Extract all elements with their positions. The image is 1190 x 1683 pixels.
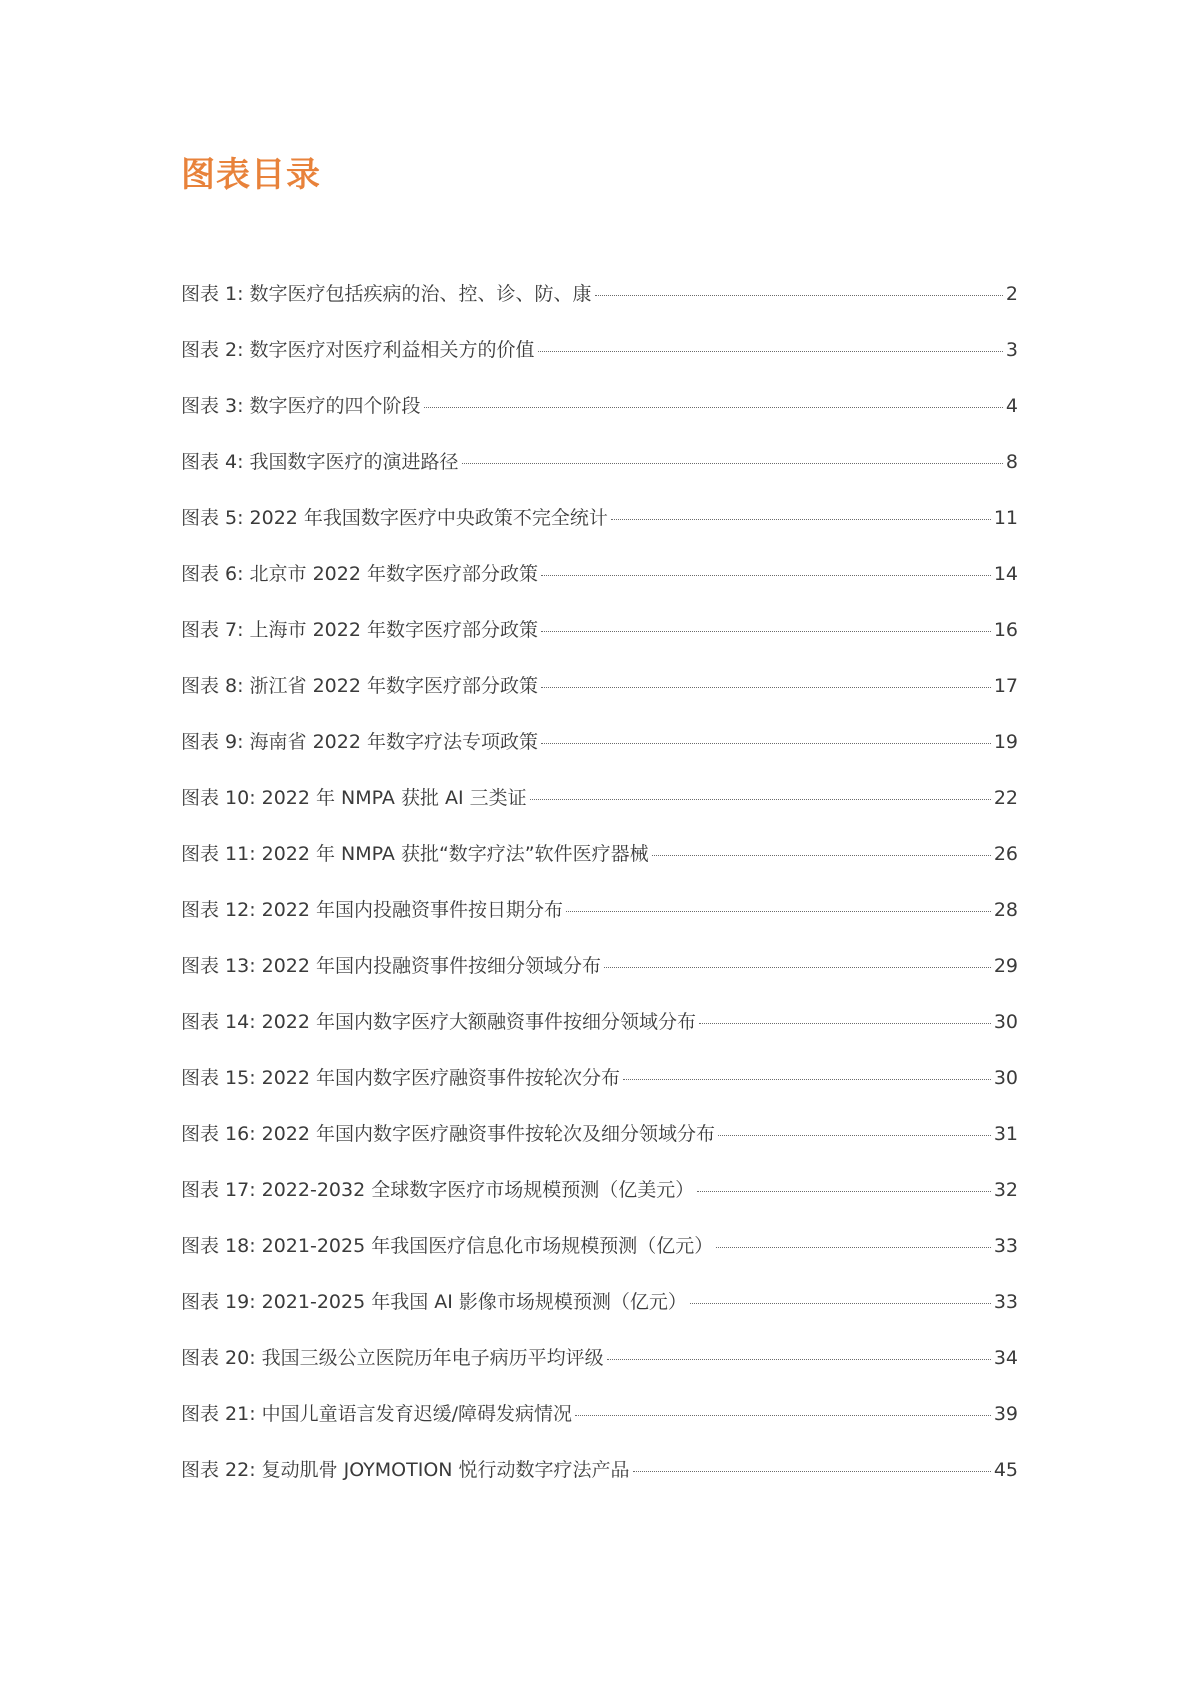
toc-entry-page-number: 16 xyxy=(993,619,1018,641)
toc-entry[interactable] xyxy=(181,1007,1018,1063)
toc-entry-title: 数字医疗的四个阶段 xyxy=(249,395,421,417)
toc-entry-label: 图表 16: xyxy=(181,1123,256,1145)
toc-entry-page-number: 32 xyxy=(993,1179,1018,1201)
toc-entry-title: 上海市 2022 年数字医疗部分政策 xyxy=(249,619,538,641)
toc-entry-page-number: 28 xyxy=(993,899,1018,921)
dot-leader xyxy=(633,1471,991,1472)
dot-leader xyxy=(424,407,1003,408)
toc-entry-page-number: 33 xyxy=(993,1291,1018,1313)
dot-leader xyxy=(623,1079,991,1080)
toc-entry-title: 数字医疗对医疗利益相关方的价值 xyxy=(249,339,535,361)
toc-entry-label: 图表 13: xyxy=(181,955,256,977)
toc-entry-title: 2021-2025 年我国 AI 影像市场规模预测（亿元） xyxy=(261,1291,687,1313)
toc-entry[interactable] xyxy=(181,1231,1018,1287)
toc-entry[interactable] xyxy=(181,391,1018,447)
dot-leader xyxy=(462,463,1003,464)
page-title: 图表目录 xyxy=(181,155,321,195)
dot-leader xyxy=(697,1191,991,1192)
toc-entry-label: 图表 14: xyxy=(181,1011,256,1033)
toc-entry-title: 2022 年国内投融资事件按细分领域分布 xyxy=(261,955,602,977)
toc-entry-page-number: 19 xyxy=(993,731,1018,753)
toc-entry[interactable] xyxy=(181,1119,1018,1175)
dot-leader xyxy=(530,799,991,800)
dot-leader xyxy=(575,1415,991,1416)
toc-entry-page-number: 45 xyxy=(993,1459,1018,1481)
toc-entry-label: 图表 21: xyxy=(181,1403,256,1425)
toc-entry-label: 图表 11: xyxy=(181,843,256,865)
toc-entry-label: 图表 6: xyxy=(181,563,244,585)
toc-entry-title: 中国儿童语言发育迟缓/障碍发病情况 xyxy=(261,1403,573,1425)
toc-entry[interactable] xyxy=(181,615,1018,671)
toc-entry-title: 2022 年我国数字医疗中央政策不完全统计 xyxy=(249,507,608,529)
toc-entry-title: 浙江省 2022 年数字医疗部分政策 xyxy=(249,675,538,697)
toc-entry-title: 2022 年国内数字医疗融资事件按轮次分布 xyxy=(261,1067,621,1089)
dot-leader xyxy=(699,1023,991,1024)
toc-entry-label: 图表 2: xyxy=(181,339,244,361)
toc-entry-label: 图表 20: xyxy=(181,1347,256,1369)
toc-entry[interactable] xyxy=(181,1063,1018,1119)
toc-entry-title: 海南省 2022 年数字疗法专项政策 xyxy=(249,731,538,753)
dot-leader xyxy=(541,687,991,688)
toc-entry-label: 图表 18: xyxy=(181,1235,256,1257)
toc-entry-page-number: 8 xyxy=(1005,451,1018,473)
toc-entry-page-number: 30 xyxy=(993,1067,1018,1089)
toc-entry[interactable] xyxy=(181,671,1018,727)
dot-leader xyxy=(566,911,991,912)
toc-entry-page-number: 22 xyxy=(993,787,1018,809)
dot-leader xyxy=(541,575,991,576)
dot-leader xyxy=(718,1135,991,1136)
toc-entry-page-number: 34 xyxy=(993,1347,1018,1369)
toc-entry[interactable] xyxy=(181,839,1018,895)
toc-entry-label: 图表 1: xyxy=(181,283,244,305)
dot-leader xyxy=(716,1247,991,1248)
toc-entry-page-number: 2 xyxy=(1005,283,1018,305)
toc-entry-label: 图表 19: xyxy=(181,1291,256,1313)
toc-entry-title: 2022 年 NMPA 获批“数字疗法”软件医疗器械 xyxy=(261,843,649,865)
toc-entry[interactable] xyxy=(181,503,1018,559)
toc-entry-title: 2022 年国内投融资事件按日期分布 xyxy=(261,899,564,921)
toc-entry[interactable] xyxy=(181,895,1018,951)
toc-entry-title: 我国数字医疗的演进路径 xyxy=(249,451,459,473)
dot-leader xyxy=(652,855,991,856)
toc-entry[interactable] xyxy=(181,279,1018,335)
toc-entry-label: 图表 5: xyxy=(181,507,244,529)
toc-entry[interactable] xyxy=(181,559,1018,615)
toc-entry-title: 复动肌骨 JOYMOTION 悦行动数字疗法产品 xyxy=(261,1459,630,1481)
dot-leader xyxy=(607,1359,991,1360)
dot-leader xyxy=(541,631,991,632)
dot-leader xyxy=(604,967,991,968)
dot-leader xyxy=(611,519,991,520)
toc-entry-page-number: 3 xyxy=(1005,339,1018,361)
toc-entry-label: 图表 22: xyxy=(181,1459,256,1481)
toc-entry[interactable] xyxy=(181,1343,1018,1399)
toc-entry-page-number: 4 xyxy=(1005,395,1018,417)
toc-entry-page-number: 33 xyxy=(993,1235,1018,1257)
toc-entry-title: 我国三级公立医院历年电子病历平均评级 xyxy=(261,1347,604,1369)
toc-entry-page-number: 39 xyxy=(993,1403,1018,1425)
dot-leader xyxy=(538,351,1003,352)
toc-entry[interactable] xyxy=(181,1399,1018,1455)
toc-entry[interactable] xyxy=(181,1455,1018,1511)
toc-entry[interactable] xyxy=(181,727,1018,783)
toc-entry-label: 图表 10: xyxy=(181,787,256,809)
toc-entry[interactable] xyxy=(181,783,1018,839)
toc-entry-title: 北京市 2022 年数字医疗部分政策 xyxy=(249,563,538,585)
dot-leader xyxy=(690,1303,991,1304)
toc-entry-page-number: 29 xyxy=(993,955,1018,977)
toc-entry-page-number: 30 xyxy=(993,1011,1018,1033)
toc-entry-label: 图表 3: xyxy=(181,395,244,417)
toc-entry-label: 图表 12: xyxy=(181,899,256,921)
toc-entry-title: 2021-2025 年我国医疗信息化市场规模预测（亿元） xyxy=(261,1235,714,1257)
toc-entry-label: 图表 9: xyxy=(181,731,244,753)
toc-entry-label: 图表 8: xyxy=(181,675,244,697)
toc-entry[interactable] xyxy=(181,335,1018,391)
toc-entry-label: 图表 17: xyxy=(181,1179,256,1201)
toc-entry[interactable] xyxy=(181,447,1018,503)
toc-entry-title: 2022 年国内数字医疗大额融资事件按细分领域分布 xyxy=(261,1011,697,1033)
toc-entry[interactable] xyxy=(181,1175,1018,1231)
toc-entry-page-number: 31 xyxy=(993,1123,1018,1145)
table-of-figures xyxy=(181,279,1018,1511)
toc-entry-page-number: 11 xyxy=(993,507,1018,529)
toc-entry-label: 图表 15: xyxy=(181,1067,256,1089)
dot-leader xyxy=(541,743,991,744)
toc-entry-page-number: 17 xyxy=(993,675,1018,697)
toc-entry[interactable] xyxy=(181,1287,1018,1343)
toc-entry-label: 图表 7: xyxy=(181,619,244,641)
toc-entry[interactable] xyxy=(181,951,1018,1007)
dot-leader xyxy=(595,295,1003,296)
toc-entry-title: 数字医疗包括疾病的治、控、诊、防、康 xyxy=(249,283,592,305)
toc-entry-label: 图表 4: xyxy=(181,451,244,473)
toc-entry-page-number: 26 xyxy=(993,843,1018,865)
toc-entry-title: 2022 年国内数字医疗融资事件按轮次及细分领域分布 xyxy=(261,1123,716,1145)
toc-entry-page-number: 14 xyxy=(993,563,1018,585)
toc-entry-title: 2022-2032 全球数字医疗市场规模预测（亿美元） xyxy=(261,1179,695,1201)
toc-entry-title: 2022 年 NMPA 获批 AI 三类证 xyxy=(261,787,527,809)
